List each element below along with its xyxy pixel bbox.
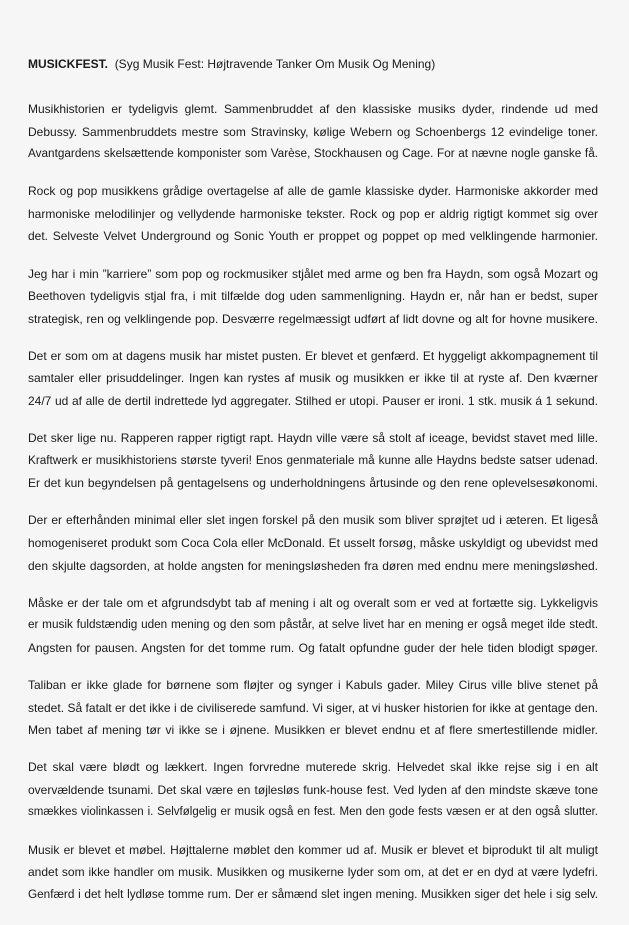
- text-line: Det sker lige nu. Rapperen rapper rigtigt rapt. Haydn ville være så stolt af iceage, bevidst stavet med lille.: [28, 431, 598, 446]
- paragraph: [28, 756, 598, 824]
- text-line: Jeg har i min ”karriere” som pop og rockmusiker stjålet med arme og ben fra Haydn, som også Mozart og: [28, 266, 598, 281]
- document-title: [28, 53, 598, 75]
- text-line: Kraftwerk er musikhistoriens største tyveri! Enos genmateriale må kunne alle Haydns bedste satser udenad.: [28, 453, 598, 467]
- paragraph: [28, 674, 598, 742]
- text-line: Genfærd i det helt lydløse tomme rum. Der er såmænd slet ingen mening. Musikken siger det hele i sig selv.: [28, 887, 598, 901]
- text-line: Musik er blevet et møbel. Højttalerne møblet den kommer ud af. Musik er blevet et biprodukt til alt muligt: [28, 842, 598, 857]
- document-body: [28, 53, 598, 921]
- paragraph: [28, 345, 598, 413]
- text-line: Det skal være blødt og lækkert. Ingen forvredne muterede skrig. Helvedet skal ikke rejse sig i en alt: [28, 760, 598, 775]
- title-subtitle: (Syg Musik Fest: Højtravende Tanker Om Musik Og Mening): [114, 57, 436, 71]
- paragraph: [28, 98, 598, 166]
- text-line: samtaler eller prisuddelinger. Ingen kan rystes af musik og musikken er ikke til at ryste af. Den kværner: [28, 371, 598, 386]
- text-line: Musikhistorien er tydeligvis glemt. Sammenbruddet af den klassiske musiks dyder, rindende ud med: [28, 102, 598, 116]
- paragraph: [28, 509, 598, 577]
- text-line: Rock og pop musikkens grådige overtagelse af alle de gamle klassiske dyder. Harmoniske akkorder med: [28, 184, 598, 199]
- text-line: Angsten for pausen. Angsten for det tomme rum. Og fatalt opfundne guder der hele tiden blodigt spøger.: [28, 640, 598, 655]
- text-line: overvældende tsunami. Det skal være en tøjlesløs funk-house fest. Ved lyden af den mindste skæve tone: [28, 782, 598, 797]
- text-line: smækkes violinkassen i. Selvfølgelig er musik også en fest. Men den gode fests væsen er at den også slutter.: [28, 806, 598, 819]
- text-line: er musik fuldstændig uden mening og den som påstår, at selve livet har en mening er også meget ilde stedt.: [28, 618, 598, 632]
- text-line: den skjulte dagsorden, at holde angsten for meningsløsheden fra døren med endnu mere meningsløshed.: [28, 558, 598, 573]
- text-line: andet som ikke handler om musik. Musikken og musikerne lyder som om, at det er en dyd at være lydefri.: [28, 865, 598, 880]
- text-line: strategisk, ren og velklingende pop. Desværre regelmæssigt udført af lidt dovne og alt for hovne musikere.: [28, 311, 598, 326]
- text-line: Avantgardens skelsættende komponister som Varèse, Stockhausen og Cage. For at nævne nogle ganske få.: [28, 147, 598, 161]
- text-line: Er det kun begyndelsen på gentagelsens og underholdningens årtusinde og den rene oplevelsesøkonomi.: [28, 476, 598, 491]
- text-line: stedet. Så fatalt er det ikke i de civiliserede samfund. Vi siger, at vi husker historien for ikke at gentage den.: [28, 700, 598, 715]
- text-line: Det er som om at dagens musik har mistet pusten. Er blevet et genfærd. Et hyggeligt akkompagnement til: [28, 348, 598, 363]
- text-line: Taliban er ikke glade for børnene som fløjter og synger i Kabuls gader. Miley Cirus ville blive stenet på: [28, 677, 598, 692]
- text-line: 24/7 ud af alle de dertil indrettede lyd aggregater. Stilhed er utopi. Pauser er ironi. 1 stk. musik á 1 sekund.: [28, 394, 598, 409]
- text-line: Måske er der tale om et afgrundsdybt tab af mening i alt og overalt som er ved at fortætte sig. Lykkeligvis: [28, 595, 598, 610]
- text-line: harmoniske melodilinjer og vellydende harmoniske tekster. Rock og pop er aldrig rigtigt kommet sig over: [28, 206, 598, 221]
- paragraph: [28, 839, 598, 907]
- paragraph: [28, 427, 598, 495]
- text-line: Beethoven tydeligvis stjal fra, i mit tilfælde dog uden sammenligning. Haydn er, når han er bedst, super: [28, 289, 598, 304]
- text-line: Debussy. Sammenbruddets mestre som Stravinsky, kølige Webern og Schoenbergs 12 evindelige toner.: [28, 124, 598, 139]
- paragraph: [28, 180, 598, 248]
- text-line: Der er efterhånden minimal eller slet ingen forskel på den musik som bliver sprøjtet ud i æteren. Et ligeså: [28, 513, 598, 528]
- title-bold: MUSICKFEST.: [28, 57, 109, 71]
- paragraph: [28, 592, 598, 660]
- paragraph: [28, 263, 598, 331]
- text-line: Men tabet af mening tør vi ikke se i øjnene. Musikken er blevet endnu et af flere smertestillende midler.: [28, 723, 598, 738]
- text-line: homogeniseret produkt som Coca Cola eller McDonald. Et usselt forsøg, måske uskyldigt og ubevidst med: [28, 536, 598, 550]
- text-line: det. Selveste Velvet Underground og Sonic Youth er proppet og poppet op med velklingende harmonier.: [28, 229, 598, 244]
